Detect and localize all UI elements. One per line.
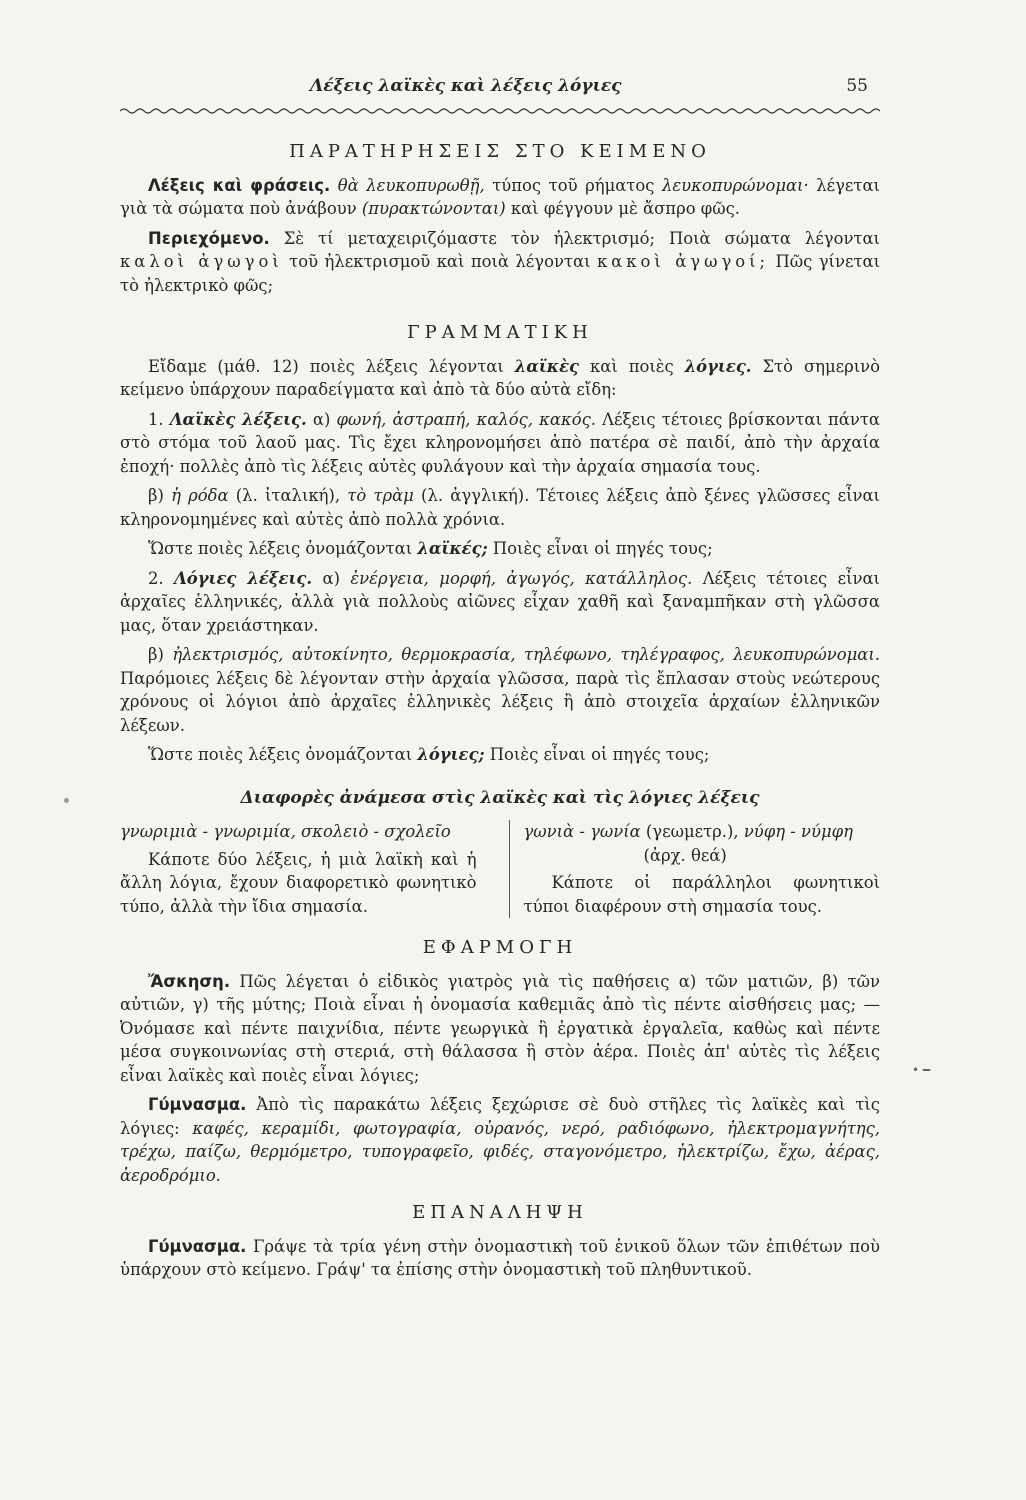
bold-term: λαϊκὲς [514, 356, 580, 376]
folk-words-label: Λαϊκὲς λέξεις. [169, 409, 307, 429]
text: καὶ ποιὲς [579, 356, 685, 376]
text: Ποιὲς εἶναι οἱ πηγές τους; [487, 539, 713, 558]
differences-heading: Διαφορὲς ἀνάμεσα στὶς λαϊκὲς καὶ τὶς λόγιες λέξεις [240, 787, 760, 808]
words-phrases-label: Λέξεις καὶ φράσεις. [148, 175, 331, 195]
grammar-intro [120, 355, 880, 402]
review-heading: ΕΠΑΝΑΛΗΨΗ [412, 1202, 588, 1223]
application-heading: ΕΦΑΡΜΟΓΗ [422, 937, 578, 958]
left-example: γνωριμιὰ - γνωριμία, σκολειὸ - σχολεῖο [120, 822, 451, 841]
right-description: Κάποτε οἱ παράλληλοι φωνητικοὶ τύποι διαφέρουν στὴ σημασία τους. [523, 873, 881, 916]
text: (λ. ἀγγλική). Τέτοιες λέξεις ἀπὸ ξένες γλῶσσες εἶναι κληρονομημένες καὶ αὐτὲς ἀπὸ πολλὰ χρόνια. [120, 486, 880, 529]
text: λέγεται γιὰ τὰ σώματα ποὺ ἀνάβουν [120, 175, 880, 218]
text: Ἀπὸ τὶς παρακάτω λέξεις ξεχώρισε σὲ δυὸ στῆλες τὶς λαϊκὲς καὶ τὶς λόγιες: [120, 1095, 880, 1138]
spaced-term: κακοὶ ἀγωγοί; [596, 252, 770, 271]
italic-word-list: καφές, κεραμίδι, φωτογραφία, οὐρανός, νερό, ραδιόφωνο, ἠλεκτρομαγνήτης, τρέχω, παίζω, θερμόμετρο, τυπογραφεῖο, φιδές, σταγονόμετρο, ἠλεκτρίζω, ἔχω, ἀέρας, ἀεροδρόμιο. [120, 1118, 880, 1185]
italic-term: ἐνέργεια, μορφή, ἀγωγός, κατάλληλος. [350, 568, 693, 588]
wavy-line [120, 109, 880, 113]
right-example [524, 820, 881, 867]
note: (ἀρχ. θεά) [643, 845, 727, 865]
column-divider [509, 820, 510, 918]
text: α) [312, 568, 351, 588]
italic-term: ἡ ρόδα [171, 486, 229, 505]
text: Πῶς λέγεται ὁ εἰδικὸς γιατρὸς γιὰ τὶς παθήσεις α) τῶν ματιῶν, β) τῶν αὐτιῶν, γ) τῆς μύτης; Ποιὰ εἶναι ἡ ὀνομασία καθεμιᾶς ἀπὸ τὶς πέντε αἰσθήσεις μας; — Ὀνόμασε καὶ πέντε παιχνίδια, πέντε γεωργικὰ ἢ ἐργατικὰ ἐργαλεῖα, καθὼς καὶ πέντε μέσα συγκοινωνίας στὴ στεριά, στὴ θάλασσα ἢ στὸν ἀέρα. Ποιὲς ἀπ' αὐτὲς τὶς λέξεις εἶναι λαϊκὲς καὶ ποιὲς εἶναι λόγιες; [120, 971, 880, 1085]
differences-right-column [524, 820, 881, 918]
text: β) [148, 645, 173, 664]
left-description: Κάποτε δύο λέξεις, ἡ μιὰ λαϊκὴ καὶ ἡ ἄλλη λόγια, ἔχουν διαφορετικὸ φωνητικὸ τύπο, ἀλλὰ τὴν ἴδια σημασία. [120, 849, 477, 916]
italic-term: θὰ λευκοπυρωθῇ, [337, 175, 485, 195]
text: τοῦ ἠλεκτρισμοῦ καὶ ποιὰ λέγονται [282, 252, 597, 271]
text: α) [306, 409, 337, 429]
folk-words-a [120, 408, 880, 479]
differences-columns [120, 820, 880, 918]
running-title: Λέξεις λαϊκὲς καὶ λέξεις λόγιες [310, 76, 622, 96]
italic-term: τὸ τρὰμ [347, 486, 414, 505]
exercise-label: Ἄσκηση. [148, 971, 231, 991]
content-paragraph [120, 227, 880, 298]
text: Ποιὲς εἶναι οἱ πηγές τους; [484, 745, 710, 764]
review-drill-label: Γύμνασμα. [148, 1236, 247, 1256]
item-number: 2. [148, 568, 175, 588]
italic-term: (πυρακτώνονται) [361, 199, 506, 218]
drill-label: Γύμνασμα. [148, 1095, 247, 1114]
bold-term: λόγιες; [417, 745, 485, 764]
drill-paragraph [120, 1093, 880, 1187]
spaced-term: καλοὶ ἀγωγοὶ [120, 252, 283, 271]
header-wavy-rule [120, 104, 880, 118]
margin-dot [64, 798, 69, 803]
text [330, 176, 338, 195]
text: καὶ φέγγουν μὲ ἄσπρο φῶς. [505, 199, 741, 218]
italic-term: νύφη - νύμφη [743, 822, 853, 841]
margin-mark: • ━ [912, 1063, 931, 1077]
text: Ὥστε ποιὲς λέξεις ὀνομάζονται [148, 745, 418, 764]
text: Πῶς γίνεται τὸ ἠλεκτρικὸ φῶς; [120, 252, 881, 295]
learned-words-label: Λόγιες λέξεις. [174, 568, 313, 588]
learned-words-b [120, 643, 880, 737]
page-body [120, 140, 880, 1288]
text: Στὸ σημερινὸ κείμενο ὑπάρχουν παραδείγματα καὶ ἀπὸ τὰ δύο αὐτὰ εἴδη: [120, 356, 880, 399]
italic-term: γωνιὰ - γωνία [523, 822, 641, 841]
text: Σὲ τί μεταχειριζόμαστε τὸν ἠλεκτρισμό; Ποιὰ σώματα λέγονται [269, 228, 880, 248]
page-number: 55 [846, 76, 868, 96]
note: (γεωμετρ.), [640, 822, 744, 841]
observations-heading: ΠΑΡΑΤΗΡΗΣΕΙΣ ΣΤΟ ΚΕΙΜΕΝΟ [289, 141, 711, 162]
bold-term: λόγιες. [684, 356, 752, 376]
text: Παρόμοιες λέξεις δὲ λέγονταν στὴν ἀρχαία γλῶσσα, παρὰ τὶς ἔπλασαν στοὺς νεώτερους χρόνους οἱ λόγιοι ἀπὸ ἀρχαῖες ἑλληνικὲς λέξεις ἢ ἀπὸ στοιχεῖα ἀρχαίων ἑλληνικῶν λέξεων. [120, 668, 880, 735]
bold-term: λαϊκές; [417, 539, 488, 558]
words-phrases-paragraph [120, 174, 880, 221]
exercise-paragraph [120, 970, 880, 1088]
text: Λέξεις τέτοιες βρίσκονται πάντα στὸ στόμα τοῦ λαοῦ μας. Τὶς ἔχει κληρονομήσει ἀπὸ πατέρα σὲ παιδί, ἀπὸ τὴν ἀρχαία ἐποχή· πολλὲς ἀπὸ τὶς λέξεις αὐτὲς φυλάγουν καὶ τὴν ἀρχαία σημασία τους. [120, 409, 880, 476]
learned-words-question [120, 743, 880, 767]
text: Ὥστε ποιὲς λέξεις ὀνομάζονται [148, 539, 418, 558]
differences-left-column [120, 820, 495, 918]
folk-words-question [120, 537, 880, 561]
text: τύπος τοῦ ρήματος [484, 175, 662, 195]
text: Εἴδαμε (μάθ. 12) ποιὲς λέξεις λέγονται [148, 356, 515, 376]
text: Λέξεις τέτοιες εἶναι ἀρχαῖες ἑλληνικές, ἀλλὰ γιὰ πολλοὺς αἰῶνες εἶχαν χαθῆ καὶ ξαναμπῆκαν στὴ γλῶσσα μας, ὅταν χρειάστηκαν. [120, 568, 880, 635]
grammar-heading: ΓΡΑΜΜΑΤΙΚΗ [407, 322, 593, 343]
running-header [120, 74, 880, 104]
text: (λ. ἰταλική), [228, 486, 348, 505]
content-label: Περιεχόμενο. [148, 228, 270, 248]
review-drill-paragraph [120, 1235, 880, 1282]
folk-words-b [120, 484, 880, 531]
learned-words-a [120, 567, 880, 638]
italic-term: λευκοπυρώνομαι· [661, 175, 809, 195]
italic-term: ἠλεκτρισμός, αὐτοκίνητο, θερμοκρασία, τηλέφωνο, τηλέγραφος, λευκοπυρώνομαι. [172, 645, 880, 664]
italic-term: φωνή, ἀστραπή, καλός, κακός. [336, 409, 596, 429]
text: Γράψε τὰ τρία γένη στὴν ὀνομαστικὴ τοῦ ἑνικοῦ ὅλων τῶν ἐπιθέτων ποὺ ὑπάρχουν στὸ κείμενο. Γράψ' τα ἐπίσης στὴν ὀνομαστικὴ τοῦ πληθυντικοῦ. [120, 1236, 880, 1279]
text: β) [148, 486, 172, 505]
item-number: 1. [148, 409, 170, 429]
